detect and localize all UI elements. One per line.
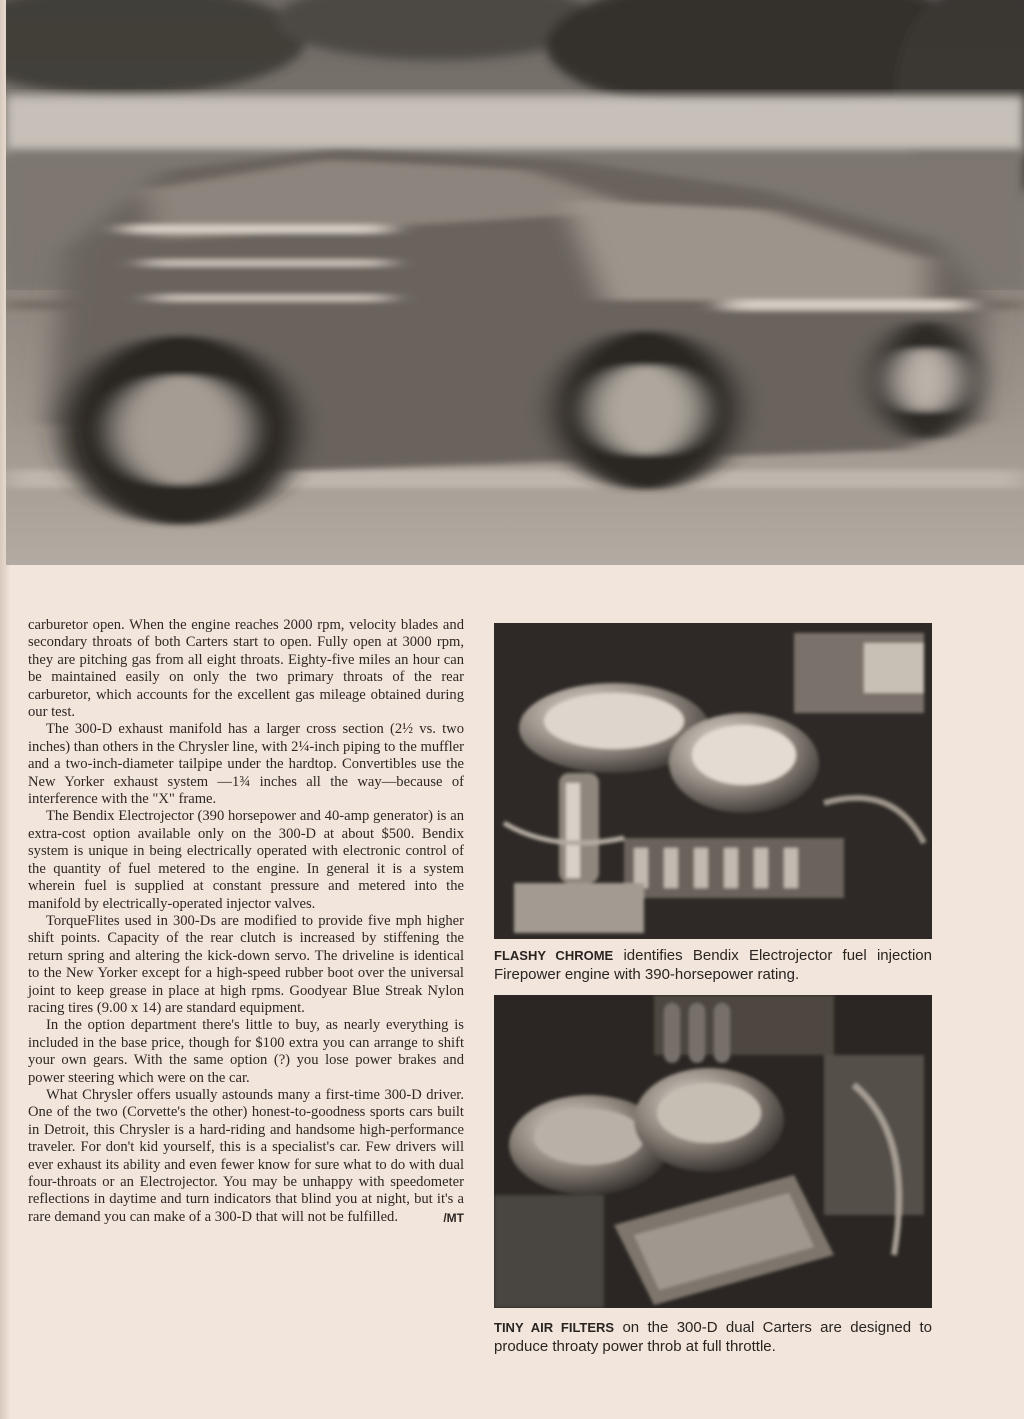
article-paragraph: The 300-D exhaust manifold has a larger cross section (2½ vs. two inches) than others in the Chrysler line, with 2¼-inch piping to the muffler and a two-inch-diameter tailpipe under the hardtop. Convertibles use the New Yorker exhaust system —1¾ inches all the way—because of interference with the "X" frame. (28, 721, 464, 808)
article-body (28, 617, 464, 1227)
caption-text: on the 300-D dual Carters are designed to produce throaty power throb at full throttle. (494, 1319, 932, 1355)
article-last-paragraph-text: What Chrysler offers usually astounds many a first-time 300-D driver. One of the two (Corvette's the other) honest-to-goodness sports cars built in Detroit, this Chrysler is a hard-riding and handsome high-performance traveler. For don't kid yourself, this is a specialist's car. Few drivers will ever exhaust its ability and even fewer know for sure what to do with dual four-throats or an Electrojector. You may be unhappy with speedometer reflections in daytime and turn indicators that blind you at night, but it's a rare demand you can make of a 300-D that will not be fulfilled. (28, 1086, 464, 1225)
caption-text: identifies Bendix Electrojector fuel injection Firepower engine with 390-horsepower rating. (494, 947, 932, 983)
photo-caption-2 (494, 1318, 932, 1356)
photo-caption-1 (494, 946, 932, 984)
article-paragraph (28, 1087, 464, 1226)
article-paragraph: The Bendix Electrojector (390 horsepower and 40-amp generator) is an extra-cost option available only on the 300-D at about $500. Bendix system is unique in being electrically operated with electronic control of the quantity of fuel metered to the engine. In general it is a system wherein fuel is supplied at constant pressure and metered into the manifold by electrically-operated injector valves. (28, 808, 464, 912)
hero-car-photo (6, 0, 1024, 565)
article-paragraph: In the option department there's little to buy, as nearly everything is included in the base price, though for $100 extra you can arrange to shift your own gears. With the same option (?) you lose power brakes and power steering which were on the car. (28, 1017, 464, 1086)
caption-lead: FLASHY CHROME (494, 948, 614, 963)
article-paragraph: TorqueFlites used in 300-Ds are modified to provide five mph higher shift points. Capacity of the rear clutch is increased by stiffening the return spring and altering the kick-down servo. The driveline is identical to the New Yorker except for a high-speed rubber boot over the universal joint to keep grease in place at high rpms. Goodyear Blue Streak Nylon racing tires (9.00 x 14) are standard equipment. (28, 912, 464, 1016)
engine-chrome-photo (494, 623, 932, 939)
magazine-signoff: /MT (443, 1210, 464, 1225)
article-paragraph: carburetor open. When the engine reaches 2000 rpm, velocity blades and secondary throats of both Carters start to open. Fully open at 3000 rpm, they are pitching gas from all eight throats. Eighty-five miles an hour can be maintained easily on only the two primary throats of the rear carburetor, which accounts for the excellent gas mileage obtained during our test. (28, 617, 464, 721)
caption-lead: TINY AIR FILTERS (494, 1320, 615, 1335)
engine-air-filters-photo (494, 995, 932, 1308)
